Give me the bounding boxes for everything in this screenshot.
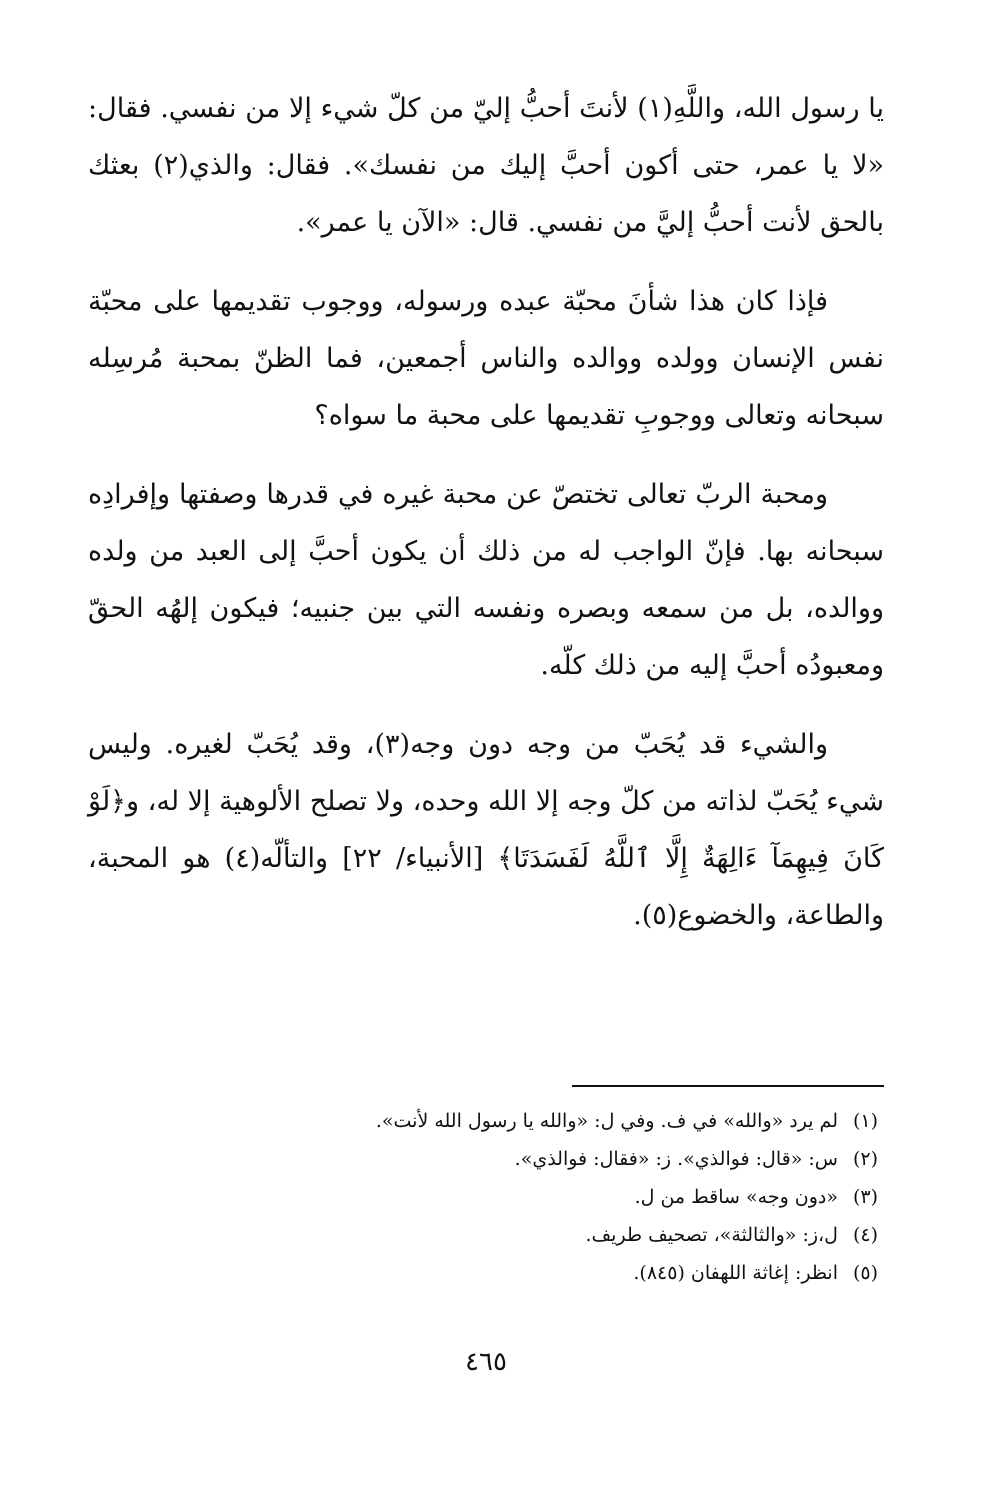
paragraph: [88, 273, 884, 444]
paragraph-text: فإذا كان هذا شأنَ محبّة عبده ورسوله، ووجوب تقديمها على محبّة نفس الإنسان وولده ووالده والناس أجمعين، فما الظنّ بمحبة مُرسِله سبحانه وتعالى ووجوبِ تقديمها على محبة ما سواه؟: [88, 286, 884, 431]
footnote-number: (٥): [852, 1262, 878, 1284]
footnote: [88, 1102, 884, 1140]
footnotes-list: [88, 1102, 884, 1292]
page-number: ٤٦٥: [465, 1347, 507, 1377]
footnote-number: (٣): [852, 1186, 878, 1208]
footnote: [88, 1140, 884, 1178]
footnote: [88, 1216, 884, 1254]
footnote-text: ل،ز: «والثالثة»، تصحيف طريف.: [585, 1224, 838, 1246]
footnote-number: (٤): [852, 1224, 878, 1246]
main-text: [88, 80, 884, 966]
book-page: [88, 80, 884, 1460]
footnote-text: لم يرد «والله» في ف. وفي ل: «والله يا رسول الله لأنت».: [375, 1110, 838, 1132]
footnote-text: س: «قال: فوالذي». ز: «فقال: فوالذي».: [514, 1148, 838, 1170]
paragraph-text: يا رسول الله، واللَّهِ(١) لأنتَ أحبُّ إليّ من كلّ شيء إلا من نفسي. فقال: «لا يا عمر، حتى أكون أحبَّ إليك من نفسك». فقال: والذي(٢) بعثك بالحق لأنت أحبُّ إليَّ من نفسي. قال: «الآن يا عمر».: [88, 93, 884, 238]
paragraph: [88, 466, 884, 694]
footnote-text: انظر: إغاثة اللهفان (٨٤٥).: [633, 1262, 838, 1284]
footnote-number: (٢): [852, 1148, 878, 1170]
footnote-number: (١): [852, 1110, 878, 1132]
paragraph-text: والشيء قد يُحَبّ من وجه دون وجه(٣)، وقد يُحَبّ لغيره. وليس شيء يُحَبّ لذاته من كلّ وجه إلا الله وحده، ولا تصلح الألوهية إلا له، و﴿لَوْ كَانَ فِيهِمَآ ءَالِهَةٌ إِلَّا ٱللَّهُ لَفَسَدَتَا﴾ [الأنبياء/ ٢٢] والتألّه(٤) هو المحبة، والطاعة، والخضوع(٥).: [88, 729, 884, 931]
paragraph: [88, 80, 884, 251]
footnote: [88, 1178, 884, 1216]
paragraph-text: ومحبة الربّ تعالى تختصّ عن محبة غيره في قدرها وصفتها وإفرادِه سبحانه بها. فإنّ الواجب له من ذلك أن يكون أحبَّ إلى العبد من ولده ووالده، بل من سمعه وبصره ونفسه التي بين جنبيه؛ فيكون إلهُه الحقّ ومعبودُه أحبَّ إليه من ذلك كلّه.: [88, 479, 884, 681]
footnote-text: «دون وجه» ساقط من ل.: [634, 1186, 838, 1208]
paragraph: [88, 716, 884, 944]
footnote: [88, 1254, 884, 1292]
footnote-separator: [572, 1085, 884, 1087]
